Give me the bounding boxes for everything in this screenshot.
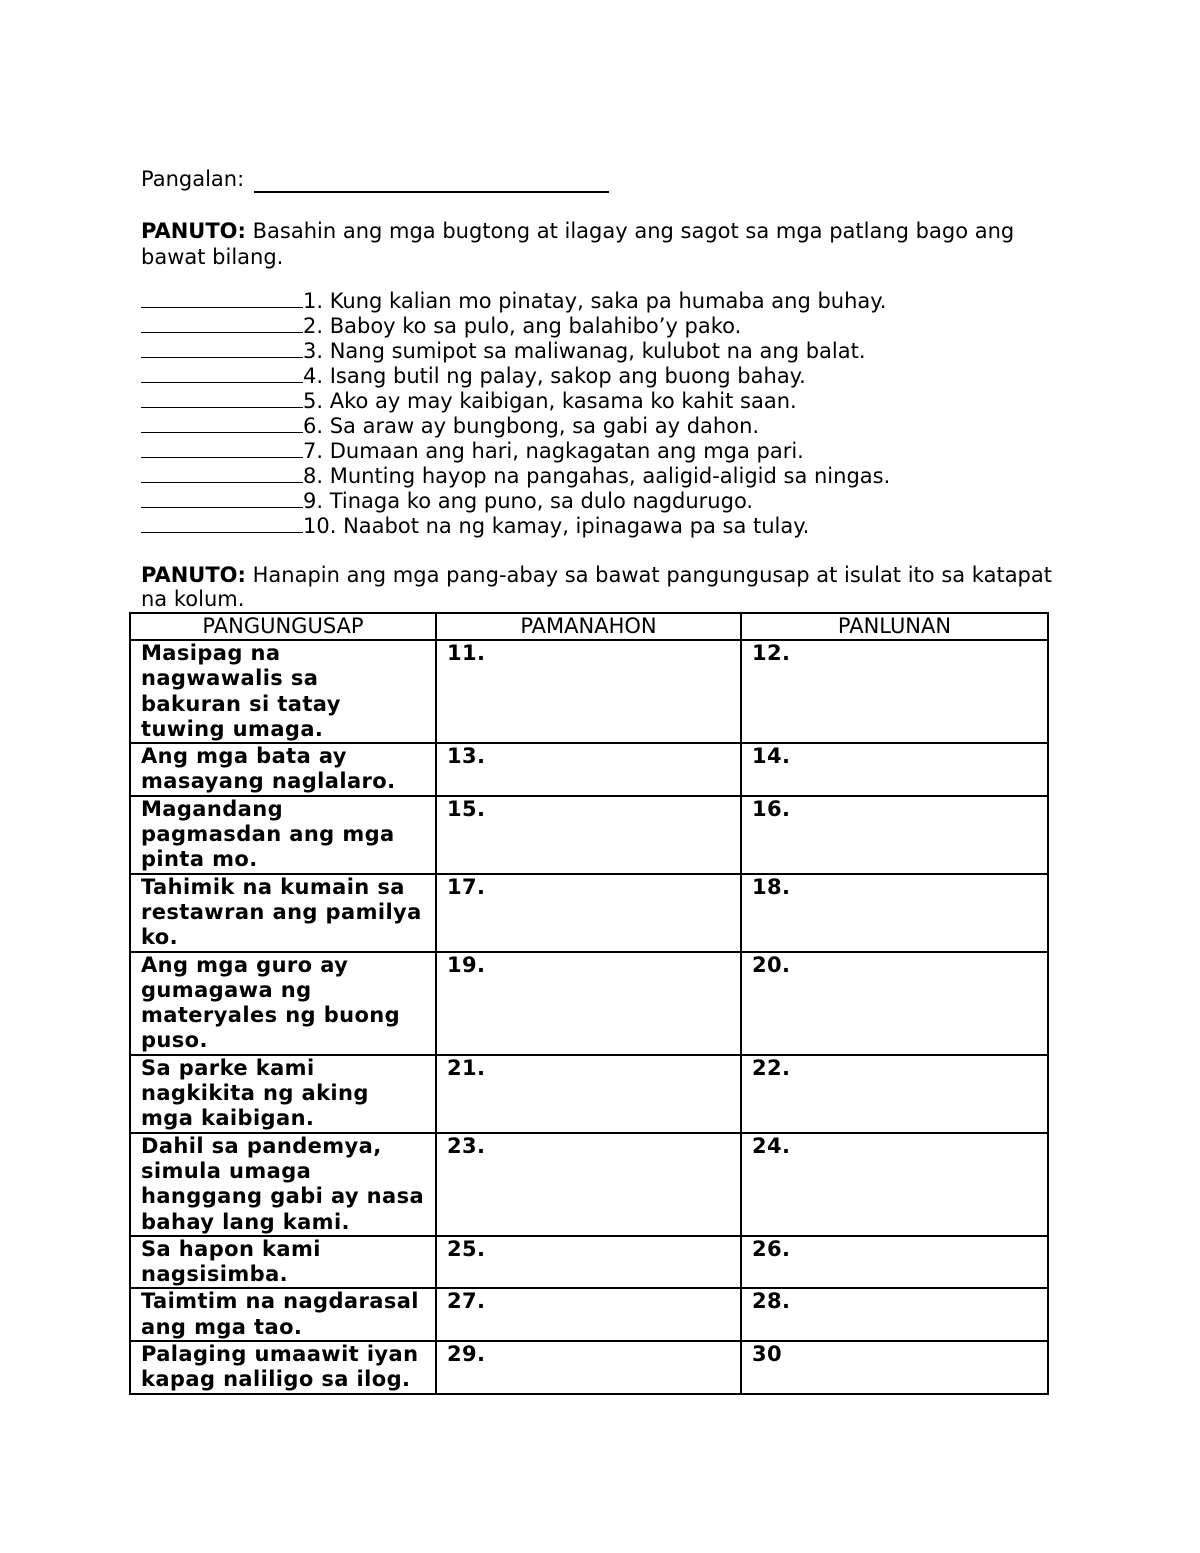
table-row [130, 952, 1048, 1055]
table-row [130, 874, 1048, 952]
sentence-cell: Ang mga bata ay masayang naglalaro. [130, 743, 436, 796]
table-header-row [130, 613, 1048, 640]
panlunan-cell[interactable]: 12. [741, 640, 1048, 743]
panlunan-cell[interactable]: 16. [741, 796, 1048, 874]
adverb-table [129, 612, 1049, 1395]
answer-blank[interactable] [141, 387, 303, 408]
pamanahon-cell[interactable]: 25. [436, 1236, 741, 1289]
instruction-label: PANUTO: [141, 563, 246, 587]
riddle-item [141, 387, 890, 412]
sentence-cell: Dahil sa pandemya, simula umaga hanggang gabi ay nasa bahay lang kami. [130, 1133, 436, 1236]
instruction-text: Basahin ang mga bugtong at ilagay ang sagot sa mga patlang bago ang bawat bilang. [141, 219, 1015, 269]
answer-blank[interactable] [141, 412, 303, 433]
instruction-table [141, 563, 1061, 611]
riddle-text: 6. Sa araw ay bungbong, sa gabi ay dahon. [303, 414, 760, 438]
riddle-item [141, 362, 890, 387]
panlunan-cell[interactable]: 26. [741, 1236, 1048, 1289]
pamanahon-cell[interactable]: 17. [436, 874, 741, 952]
riddle-text: 3. Nang sumipot sa maliwanag, kulubot na ang balat. [303, 339, 866, 363]
sentence-cell: Sa parke kami nagkikita ng aking mga kaibigan. [130, 1055, 436, 1133]
pamanahon-cell[interactable]: 11. [436, 640, 741, 743]
riddle-text: 5. Ako ay may kaibigan, kasama ko kahit saan. [303, 389, 797, 413]
panlunan-cell[interactable]: 28. [741, 1288, 1048, 1341]
riddle-text: 7. Dumaan ang hari, nagkagatan ang mga pari. [303, 439, 804, 463]
answer-blank[interactable] [141, 362, 303, 383]
pamanahon-cell[interactable]: 13. [436, 743, 741, 796]
header-panlunan: PANLUNAN [741, 613, 1048, 640]
table-row [130, 1288, 1048, 1341]
answer-blank[interactable] [141, 512, 303, 533]
riddle-text: 4. Isang butil ng palay, sakop ang buong bahay. [303, 364, 806, 388]
riddle-list [141, 287, 890, 537]
sentence-cell: Magandang pagmasdan ang mga pinta mo. [130, 796, 436, 874]
sentence-cell: Masipag na nagwawalis sa bakuran si tatay tuwing umaga. [130, 640, 436, 743]
table-row [130, 1341, 1048, 1394]
panlunan-cell[interactable]: 30 [741, 1341, 1048, 1394]
answer-blank[interactable] [141, 437, 303, 458]
riddle-item [141, 287, 890, 312]
answer-blank[interactable] [141, 487, 303, 508]
pamanahon-cell[interactable]: 23. [436, 1133, 741, 1236]
riddle-text: 1. Kung kalian mo pinatay, saka pa humaba ang buhay. [303, 289, 887, 313]
table-row [130, 1133, 1048, 1236]
panlunan-cell[interactable]: 18. [741, 874, 1048, 952]
riddle-item [141, 462, 890, 487]
panlunan-cell[interactable]: 14. [741, 743, 1048, 796]
header-pamanahon: PAMANAHON [436, 613, 741, 640]
panlunan-cell[interactable]: 24. [741, 1133, 1048, 1236]
answer-blank[interactable] [141, 312, 303, 333]
riddle-item [141, 512, 890, 537]
name-row [141, 165, 609, 193]
instruction-riddles [141, 218, 1061, 270]
riddle-item [141, 487, 890, 512]
riddle-text: 2. Baboy ko sa pulo, ang balahibo’y pako. [303, 314, 742, 338]
table-row [130, 1055, 1048, 1133]
header-pangungusap: PANGUNGUSAP [130, 613, 436, 640]
pamanahon-cell[interactable]: 19. [436, 952, 741, 1055]
table-row [130, 1236, 1048, 1289]
name-blank-line[interactable] [254, 167, 609, 193]
answer-blank[interactable] [141, 337, 303, 358]
sentence-cell: Ang mga guro ay gumagawa ng materyales ng buong puso. [130, 952, 436, 1055]
sentence-cell: Palaging umaawit iyan kapag naliligo sa ilog. [130, 1341, 436, 1394]
instruction-label: PANUTO: [141, 219, 246, 243]
sentence-cell: Sa hapon kami nagsisimba. [130, 1236, 436, 1289]
table-row [130, 796, 1048, 874]
riddle-text: 8. Munting hayop na pangahas, aaligid-aligid sa ningas. [303, 464, 891, 488]
pamanahon-cell[interactable]: 15. [436, 796, 741, 874]
pamanahon-cell[interactable]: 21. [436, 1055, 741, 1133]
riddle-item [141, 437, 890, 462]
riddle-item [141, 312, 890, 337]
pamanahon-cell[interactable]: 29. [436, 1341, 741, 1394]
riddle-item [141, 412, 890, 437]
riddle-item [141, 337, 890, 362]
panlunan-cell[interactable]: 20. [741, 952, 1048, 1055]
pamanahon-cell[interactable]: 27. [436, 1288, 741, 1341]
instruction-text: Hanapin ang mga pang-abay sa bawat pangungusap at isulat ito sa katapat na kolum. [141, 563, 1052, 611]
table-row [130, 640, 1048, 743]
table-row [130, 743, 1048, 796]
answer-blank[interactable] [141, 462, 303, 483]
panlunan-cell[interactable]: 22. [741, 1055, 1048, 1133]
riddle-text: 10. Naabot na ng kamay, ipinagawa pa sa tulay. [303, 514, 810, 538]
name-label: Pangalan: [141, 167, 245, 191]
riddle-text: 9. Tinaga ko ang puno, sa dulo nagdurugo. [303, 489, 754, 513]
answer-blank[interactable] [141, 287, 303, 308]
sentence-cell: Taimtim na nagdarasal ang mga tao. [130, 1288, 436, 1341]
sentence-cell: Tahimik na kumain sa restawran ang pamilya ko. [130, 874, 436, 952]
